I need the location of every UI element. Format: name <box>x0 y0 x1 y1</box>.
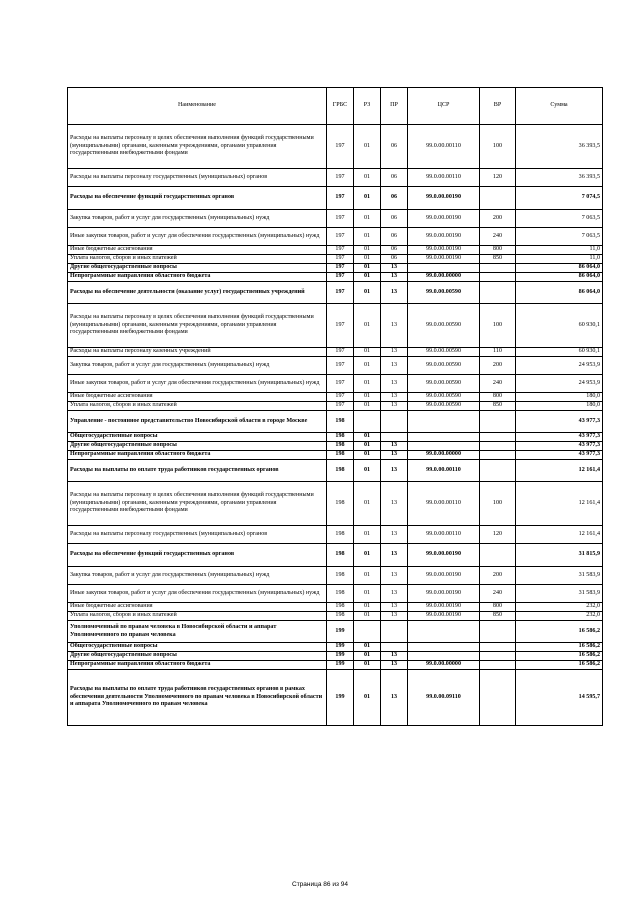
row-sum: 43 977,3 <box>516 442 603 451</box>
row-sum: 16 586,2 <box>516 643 603 652</box>
row-csr: 99.0.00.00190 <box>408 187 480 210</box>
row-csr <box>408 264 480 273</box>
row-sum: 14 595,7 <box>516 670 603 726</box>
row-pr: 13 <box>381 544 408 567</box>
row-rz: 01 <box>354 375 381 393</box>
table-row <box>68 482 603 526</box>
table-row <box>68 187 603 210</box>
row-grbs: 198 <box>327 433 354 442</box>
row-csr: 99.0.00.00590 <box>408 402 480 411</box>
row-grbs: 197 <box>327 210 354 228</box>
table-row <box>68 402 603 411</box>
row-pr: 13 <box>381 273 408 282</box>
row-name: Иные бюджетные ассигнования <box>68 603 327 612</box>
table-row <box>68 246 603 255</box>
row-name: Уплата налогов, сборов и иных платежей <box>68 402 327 411</box>
row-sum: 31 583,9 <box>516 585 603 603</box>
row-grbs: 197 <box>327 187 354 210</box>
row-name: Закупка товаров, работ и услуг для государственных (муниципальных) нужд <box>68 210 327 228</box>
row-grbs: 198 <box>327 612 354 621</box>
row-grbs: 199 <box>327 661 354 670</box>
row-csr: 99.0.00.00190 <box>408 255 480 264</box>
row-name: Расходы на выплаты по оплате труда работников государственных органов в рамках обеспечения деятельности Уполномоченного по правам человека в Новосибирской области и аппарата Уполномоченного по правам человека <box>68 670 327 726</box>
row-csr: 99.0.00.00110 <box>408 460 480 482</box>
row-vr <box>480 544 516 567</box>
row-vr: 200 <box>480 357 516 375</box>
row-csr: 99.0.00.00190 <box>408 603 480 612</box>
row-csr: 99.0.00.00590 <box>408 357 480 375</box>
table-row <box>68 544 603 567</box>
row-vr: 850 <box>480 612 516 621</box>
row-csr: 99.0.00.00190 <box>408 612 480 621</box>
row-rz: 01 <box>354 210 381 228</box>
table-row <box>68 451 603 460</box>
row-vr: 800 <box>480 246 516 255</box>
table-row <box>68 264 603 273</box>
row-sum: 11,0 <box>516 255 603 264</box>
row-grbs: 197 <box>327 402 354 411</box>
row-sum: 180,0 <box>516 402 603 411</box>
row-pr: 13 <box>381 357 408 375</box>
row-rz: 01 <box>354 567 381 585</box>
row-pr: 13 <box>381 652 408 661</box>
table-row <box>68 661 603 670</box>
row-pr: 13 <box>381 585 408 603</box>
row-grbs: 198 <box>327 460 354 482</box>
row-pr: 13 <box>381 304 408 348</box>
table-row <box>68 273 603 282</box>
page-number-footer: Страница 86 из 94 <box>292 881 348 888</box>
row-csr: 99.0.00.00110 <box>408 125 480 169</box>
row-csr <box>408 411 480 433</box>
row-csr <box>408 643 480 652</box>
row-sum: 36 393,5 <box>516 125 603 169</box>
row-sum: 7 074,5 <box>516 187 603 210</box>
row-sum: 43 977,3 <box>516 411 603 433</box>
row-pr: 13 <box>381 460 408 482</box>
table-row <box>68 567 603 585</box>
row-grbs: 198 <box>327 482 354 526</box>
row-vr: 240 <box>480 228 516 246</box>
row-name: Непрограммные направления областного бюджета <box>68 451 327 460</box>
row-name: Расходы на выплаты по оплате труда работников государственных органов <box>68 460 327 482</box>
row-grbs: 197 <box>327 348 354 357</box>
row-pr: 13 <box>381 264 408 273</box>
row-name: Общегосударственные вопросы <box>68 433 327 442</box>
row-rz: 01 <box>354 282 381 304</box>
row-grbs: 197 <box>327 304 354 348</box>
row-name: Непрограммные направления областного бюджета <box>68 273 327 282</box>
row-sum: 43 977,3 <box>516 433 603 442</box>
row-pr: 13 <box>381 661 408 670</box>
row-vr <box>480 460 516 482</box>
row-grbs: 198 <box>327 451 354 460</box>
row-grbs: 197 <box>327 393 354 402</box>
row-vr <box>480 670 516 726</box>
row-vr <box>480 451 516 460</box>
table-row <box>68 460 603 482</box>
row-grbs: 198 <box>327 411 354 433</box>
row-csr: 99.0.00.00190 <box>408 246 480 255</box>
row-vr: 100 <box>480 125 516 169</box>
row-name: Уплата налогов, сборов и иных платежей <box>68 612 327 621</box>
row-pr: 06 <box>381 246 408 255</box>
row-pr: 13 <box>381 402 408 411</box>
row-grbs: 199 <box>327 670 354 726</box>
table-row <box>68 255 603 264</box>
row-vr: 120 <box>480 169 516 187</box>
table-row <box>68 304 603 348</box>
row-name: Иные закупки товаров, работ и услуг для обеспечения государственных (муниципальных) нужд <box>68 585 327 603</box>
row-rz: 01 <box>354 187 381 210</box>
row-pr: 06 <box>381 255 408 264</box>
row-sum: 31 583,9 <box>516 567 603 585</box>
row-grbs: 197 <box>327 357 354 375</box>
table-row <box>68 169 603 187</box>
row-rz: 01 <box>354 255 381 264</box>
budget-table <box>67 87 603 726</box>
row-pr: 06 <box>381 187 408 210</box>
row-grbs: 199 <box>327 652 354 661</box>
row-name: Другие общегосударственные вопросы <box>68 442 327 451</box>
table-row <box>68 433 603 442</box>
table-body <box>68 125 603 726</box>
row-rz: 01 <box>354 442 381 451</box>
row-vr: 240 <box>480 375 516 393</box>
row-vr <box>480 643 516 652</box>
row-sum: 16 586,2 <box>516 621 603 643</box>
row-sum: 60 930,1 <box>516 304 603 348</box>
row-grbs: 197 <box>327 273 354 282</box>
table-row <box>68 652 603 661</box>
row-sum: 232,0 <box>516 612 603 621</box>
row-grbs: 197 <box>327 375 354 393</box>
row-sum: 86 064,0 <box>516 264 603 273</box>
row-sum: 12 161,4 <box>516 482 603 526</box>
row-rz: 01 <box>354 228 381 246</box>
row-name: Закупка товаров, работ и услуг для государственных (муниципальных) нужд <box>68 567 327 585</box>
row-name: Другие общегосударственные вопросы <box>68 264 327 273</box>
row-grbs: 198 <box>327 544 354 567</box>
row-pr: 06 <box>381 228 408 246</box>
row-vr: 800 <box>480 393 516 402</box>
row-vr: 850 <box>480 402 516 411</box>
row-sum: 43 977,3 <box>516 451 603 460</box>
row-sum: 86 064,0 <box>516 282 603 304</box>
row-pr: 13 <box>381 348 408 357</box>
row-grbs: 198 <box>327 585 354 603</box>
row-grbs: 197 <box>327 255 354 264</box>
row-rz: 01 <box>354 643 381 652</box>
row-rz: 01 <box>354 670 381 726</box>
table-row <box>68 125 603 169</box>
row-name: Закупка товаров, работ и услуг для государственных (муниципальных) нужд <box>68 357 327 375</box>
row-csr: 99.0.00.00590 <box>408 282 480 304</box>
row-rz: 01 <box>354 273 381 282</box>
row-pr: 06 <box>381 169 408 187</box>
table-row <box>68 357 603 375</box>
row-csr: 99.0.00.00190 <box>408 210 480 228</box>
row-rz <box>354 411 381 433</box>
row-csr <box>408 621 480 643</box>
row-pr: 13 <box>381 442 408 451</box>
row-name: Иные бюджетные ассигнования <box>68 393 327 402</box>
row-sum: 60 930,1 <box>516 348 603 357</box>
row-grbs: 199 <box>327 643 354 652</box>
table-row <box>68 585 603 603</box>
row-pr: 13 <box>381 670 408 726</box>
row-csr: 99.0.00.00190 <box>408 228 480 246</box>
row-sum: 232,0 <box>516 603 603 612</box>
row-rz: 01 <box>354 526 381 544</box>
row-name: Расходы на выплаты персоналу в целях обеспечения выполнения функций государственными (муниципальными) органами, казенными учреждениями, органами управления государственными внебюджетными фондами <box>68 482 327 526</box>
row-pr: 13 <box>381 482 408 526</box>
row-name: Расходы на выплаты персоналу в целях обеспечения выполнения функций государственными (муниципальными) органами, казенными учреждениями, органами управления государственными внебюджетными фондами <box>68 125 327 169</box>
header-grbs: ГРБС <box>327 88 354 125</box>
row-grbs: 197 <box>327 246 354 255</box>
row-vr: 240 <box>480 585 516 603</box>
row-grbs: 198 <box>327 442 354 451</box>
row-rz: 01 <box>354 585 381 603</box>
row-rz: 01 <box>354 652 381 661</box>
row-name: Общегосударственные вопросы <box>68 643 327 652</box>
header-pr: ПР <box>381 88 408 125</box>
row-vr <box>480 273 516 282</box>
row-csr <box>408 652 480 661</box>
row-sum: 16 586,2 <box>516 661 603 670</box>
table-row <box>68 282 603 304</box>
row-rz: 01 <box>354 451 381 460</box>
row-csr: 99.0.00.00590 <box>408 393 480 402</box>
row-grbs: 198 <box>327 567 354 585</box>
row-name: Уполномоченный по правам человека в Новосибирской области и аппарат Уполномоченного по правам человека <box>68 621 327 643</box>
header-name: Наименование <box>68 88 327 125</box>
row-sum: 7 063,5 <box>516 228 603 246</box>
row-vr: 100 <box>480 304 516 348</box>
table-row <box>68 348 603 357</box>
row-pr: 13 <box>381 567 408 585</box>
row-name: Расходы на обеспечение функций государственных органов <box>68 187 327 210</box>
row-csr: 99.0.00.00000 <box>408 661 480 670</box>
header-sum: Сумма <box>516 88 603 125</box>
header-rz: РЗ <box>354 88 381 125</box>
row-rz: 01 <box>354 482 381 526</box>
row-sum: 12 161,4 <box>516 526 603 544</box>
row-rz: 01 <box>354 357 381 375</box>
row-sum: 7 063,5 <box>516 210 603 228</box>
row-pr: 06 <box>381 210 408 228</box>
row-csr: 99.0.00.00590 <box>408 304 480 348</box>
row-vr: 100 <box>480 482 516 526</box>
row-csr: 99.0.00.00190 <box>408 585 480 603</box>
table-header-row <box>68 88 603 125</box>
row-sum: 180,0 <box>516 393 603 402</box>
row-sum: 11,0 <box>516 246 603 255</box>
table-row <box>68 442 603 451</box>
row-rz <box>354 621 381 643</box>
row-vr <box>480 661 516 670</box>
row-pr: 13 <box>381 393 408 402</box>
row-csr <box>408 442 480 451</box>
row-sum: 24 953,9 <box>516 357 603 375</box>
row-pr: 13 <box>381 526 408 544</box>
row-pr <box>381 643 408 652</box>
row-csr: 99.0.00.00000 <box>408 273 480 282</box>
row-name: Расходы на выплаты персоналу казенных учреждений <box>68 348 327 357</box>
row-name: Другие общегосударственные вопросы <box>68 652 327 661</box>
row-sum: 12 161,4 <box>516 460 603 482</box>
row-pr: 13 <box>381 282 408 304</box>
row-vr <box>480 187 516 210</box>
row-name: Расходы на выплаты персоналу государственных (муниципальных) органов <box>68 526 327 544</box>
table-row <box>68 643 603 652</box>
row-pr: 13 <box>381 451 408 460</box>
row-csr: 99.0.00.00590 <box>408 348 480 357</box>
table-row <box>68 526 603 544</box>
row-name: Иные закупки товаров, работ и услуг для обеспечения государственных (муниципальных) нужд <box>68 375 327 393</box>
row-rz: 01 <box>354 402 381 411</box>
row-name: Расходы на обеспечение функций государственных органов <box>68 544 327 567</box>
row-rz: 01 <box>354 125 381 169</box>
row-rz: 01 <box>354 264 381 273</box>
row-csr: 99.0.00.00000 <box>408 451 480 460</box>
row-rz: 01 <box>354 304 381 348</box>
table-row <box>68 210 603 228</box>
row-name: Уплата налогов, сборов и иных платежей <box>68 255 327 264</box>
row-vr <box>480 652 516 661</box>
row-grbs: 198 <box>327 526 354 544</box>
row-grbs: 197 <box>327 125 354 169</box>
row-pr <box>381 411 408 433</box>
row-rz: 01 <box>354 433 381 442</box>
table-row <box>68 393 603 402</box>
row-name: Иные бюджетные ассигнования <box>68 246 327 255</box>
row-csr <box>408 433 480 442</box>
row-pr <box>381 433 408 442</box>
row-name: Расходы на выплаты персоналу государственных (муниципальных) органов <box>68 169 327 187</box>
row-vr: 800 <box>480 603 516 612</box>
row-vr: 110 <box>480 348 516 357</box>
row-rz: 01 <box>354 544 381 567</box>
row-vr <box>480 433 516 442</box>
row-vr <box>480 442 516 451</box>
table-row <box>68 621 603 643</box>
row-pr: 13 <box>381 603 408 612</box>
row-vr: 200 <box>480 567 516 585</box>
header-vr: ВР <box>480 88 516 125</box>
row-rz: 01 <box>354 348 381 357</box>
row-vr <box>480 264 516 273</box>
table-row <box>68 411 603 433</box>
row-vr <box>480 621 516 643</box>
row-grbs: 197 <box>327 282 354 304</box>
row-sum: 36 393,5 <box>516 169 603 187</box>
row-grbs: 198 <box>327 603 354 612</box>
row-vr <box>480 282 516 304</box>
row-name: Иные закупки товаров, работ и услуг для обеспечения государственных (муниципальных) нужд <box>68 228 327 246</box>
table-row <box>68 375 603 393</box>
row-sum: 31 815,9 <box>516 544 603 567</box>
row-csr: 99.0.00.09110 <box>408 670 480 726</box>
row-vr <box>480 411 516 433</box>
row-name: Управление - постоянное представительство Новосибирской области в городе Москве <box>68 411 327 433</box>
row-pr <box>381 621 408 643</box>
row-rz: 01 <box>354 603 381 612</box>
row-pr: 13 <box>381 375 408 393</box>
row-grbs: 197 <box>327 264 354 273</box>
row-grbs: 197 <box>327 169 354 187</box>
row-sum: 16 586,2 <box>516 652 603 661</box>
row-rz: 01 <box>354 460 381 482</box>
row-csr: 99.0.00.00190 <box>408 544 480 567</box>
row-pr: 13 <box>381 612 408 621</box>
row-sum: 24 953,9 <box>516 375 603 393</box>
row-name: Расходы на обеспечение деятельности (оказание услуг) государственных учреждений <box>68 282 327 304</box>
row-sum: 86 064,0 <box>516 273 603 282</box>
table-row <box>68 228 603 246</box>
row-csr: 99.0.00.00110 <box>408 526 480 544</box>
row-csr: 99.0.00.00190 <box>408 567 480 585</box>
table-row <box>68 603 603 612</box>
table-row <box>68 670 603 726</box>
row-name: Непрограммные направления областного бюджета <box>68 661 327 670</box>
row-grbs: 197 <box>327 228 354 246</box>
row-vr: 200 <box>480 210 516 228</box>
row-rz: 01 <box>354 393 381 402</box>
row-vr: 120 <box>480 526 516 544</box>
row-rz: 01 <box>354 246 381 255</box>
row-grbs: 199 <box>327 621 354 643</box>
table-row <box>68 612 603 621</box>
row-rz: 01 <box>354 612 381 621</box>
row-pr: 06 <box>381 125 408 169</box>
row-csr: 99.0.00.00590 <box>408 375 480 393</box>
row-csr: 99.0.00.00110 <box>408 169 480 187</box>
row-vr: 850 <box>480 255 516 264</box>
row-csr: 99.0.00.00110 <box>408 482 480 526</box>
header-csr: ЦСР <box>408 88 480 125</box>
row-rz: 01 <box>354 661 381 670</box>
row-name: Расходы на выплаты персоналу в целях обеспечения выполнения функций государственными (муниципальными) органами, казенными учреждениями, органами управления государственными внебюджетными фондами <box>68 304 327 348</box>
row-rz: 01 <box>354 169 381 187</box>
